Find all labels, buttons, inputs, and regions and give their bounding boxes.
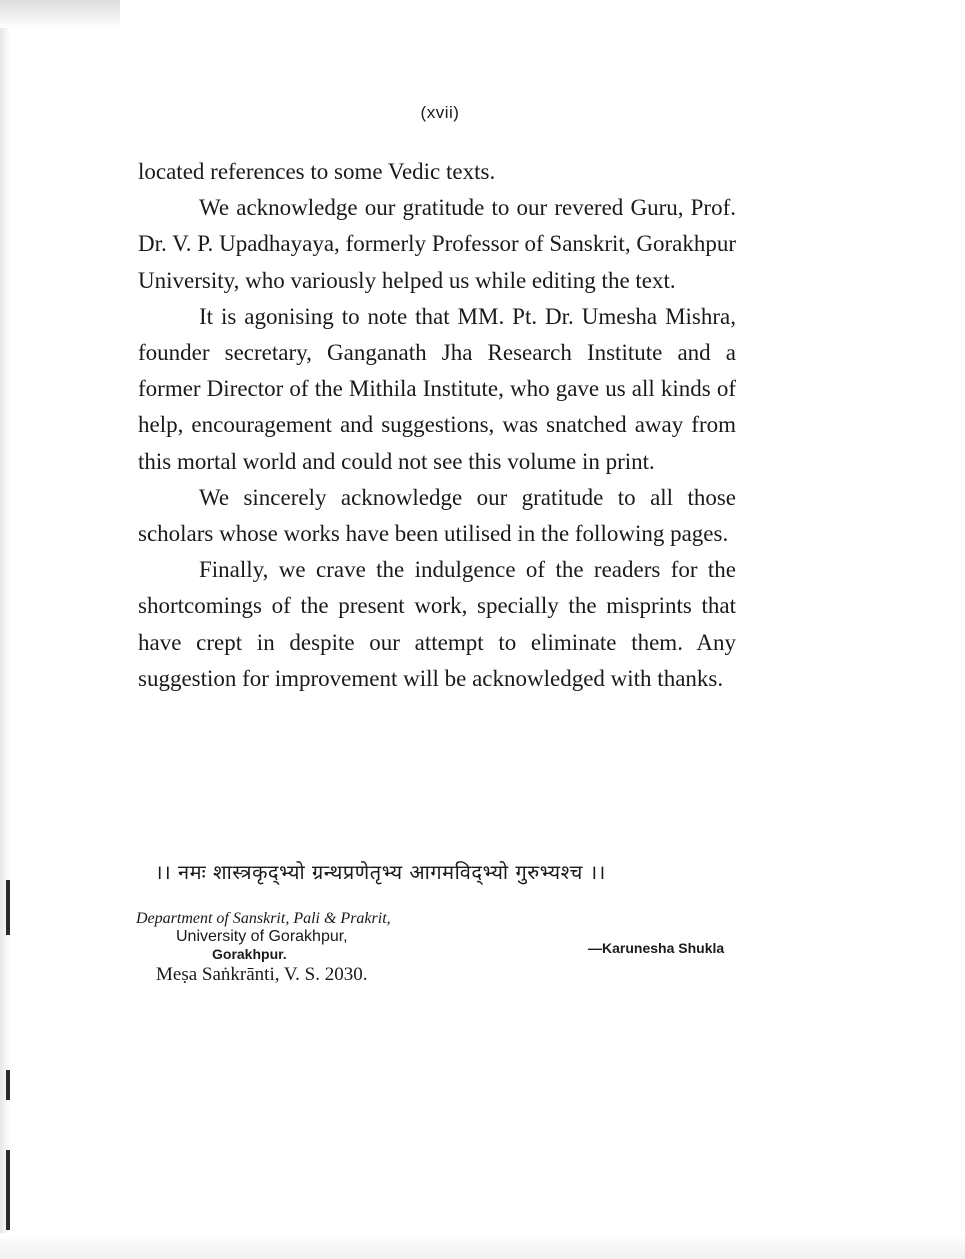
city-name: Gorakhpur. — [212, 946, 287, 962]
binding-mark — [6, 1070, 10, 1100]
binding-mark — [6, 1150, 10, 1230]
page-bottom-edge-shadow — [0, 1233, 965, 1259]
page-number: (xvii) — [420, 103, 460, 122]
body-text — [138, 154, 736, 697]
sanskrit-invocation: ।। नमः शास्त्रकृद्भ्यो ग्रन्थप्रणेतृभ्य आगमविद्भ्यो गुरुभ्यश्च ।। — [155, 860, 606, 884]
paragraph-4: We sincerely acknowledge our gratitude to all those scholars whose works have been utilised in the following pages. — [138, 484, 736, 547]
date-line: Meṣa Saṅkrānti, V. S. 2030. — [156, 964, 368, 985]
affiliation-block — [136, 910, 456, 986]
page-top-corner-shadow — [0, 0, 120, 28]
university-name: University of Gorakhpur, — [176, 928, 348, 945]
binding-mark — [6, 880, 10, 935]
paragraph-2: We acknowledge our gratitude to our revered Guru, Prof. Dr. V. P. Upadhayaya, formerly Professor of Sanskrit, Gorakhpur University, who variously helped us while editing the text. — [138, 195, 736, 293]
department-name: Department of Sanskrit, Pali & Prakrit, — [136, 910, 391, 927]
paragraph-1: located references to some Vedic texts. — [138, 159, 496, 184]
paragraph-3: It is agonising to note that MM. Pt. Dr. Umesha Mishra, founder secretary, Ganganath Jha Research Institute and a former Director of the Mithila Institute, who gave us all kinds of help, encouragement and suggestions, was snatched away from this mortal world and could not see this volume in print. — [138, 303, 736, 474]
paragraph-5: Finally, we crave the indulgence of the readers for the shortcomings of the present work, specially the misprints that have crept in despite our attempt to eliminate them. Any suggestion for improvement will be acknowledged with thanks. — [138, 557, 736, 691]
author-signature: —Karunesha Shukla — [588, 940, 725, 956]
